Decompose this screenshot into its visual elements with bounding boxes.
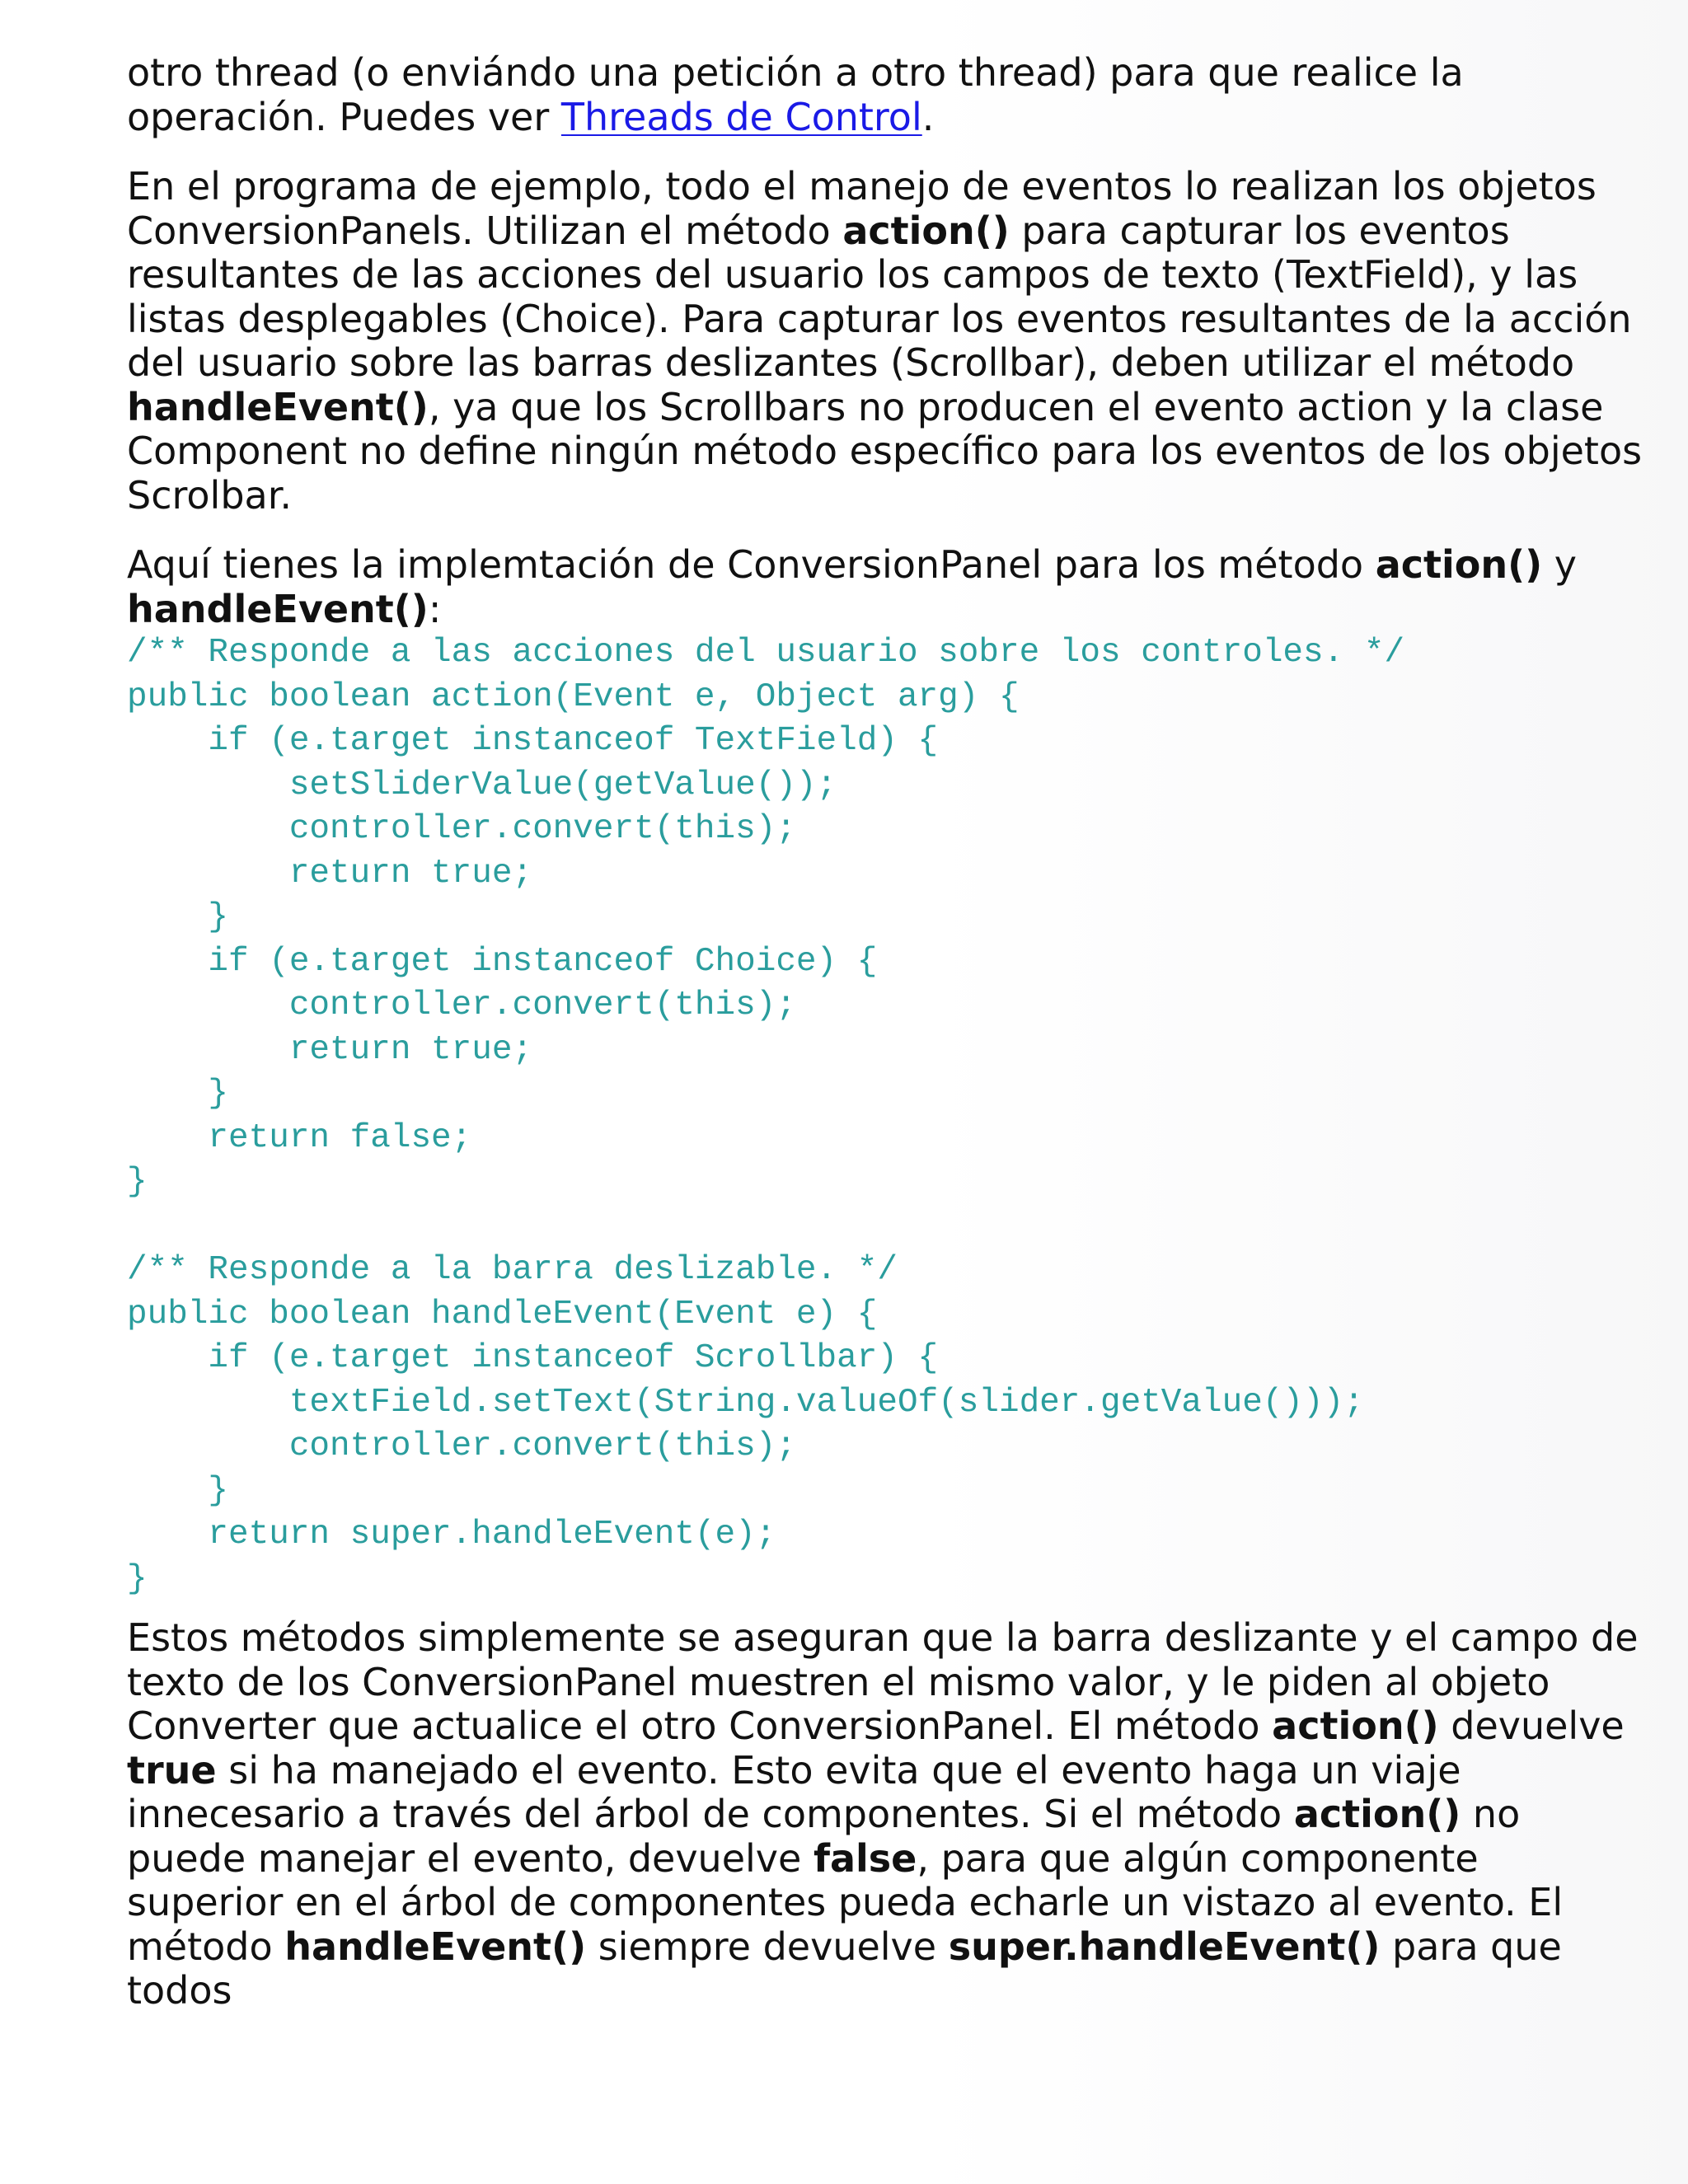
paragraph-text: En el programa de ejemplo, todo el manejo de eventos lo realizan los objetos ConversionPanels. Utilizan el método — [127, 164, 1597, 253]
paragraph-text: para que todos — [127, 1924, 1562, 2013]
method-name: handleEvent() — [127, 586, 429, 631]
method-name: super.handleEvent() — [948, 1924, 1381, 1969]
threads-de-control-link[interactable]: Threads de Control — [560, 94, 922, 139]
paragraph-text: otro thread (o enviándo una petición a otro thread) para que realice la operación. Puedes ver — [127, 50, 1464, 139]
method-name: handleEvent() — [127, 384, 429, 429]
paragraph-text: : — [428, 586, 442, 631]
code-block: /** Responde a las acciones del usuario sobre los controles. */ public boolean action(Event e, Object arg) { if (e.target instanceof TextField) { setSliderValue(getValue()); controller.convert(this); return true; } if (e.target instanceof Choice) { controller.convert(this); return true; } return false; } /** Responde a la barra deslizable. */ public boolean handleEvent(Event e) { if (e.target instanceof Scrollbar) { textField.setText(String.valueOf(slider.getValue())); controller.convert(this); } return super.handleEvent(e); } — [127, 634, 1405, 1598]
paragraph-text: , para que algún componente superior en el árbol de componentes pueda echarle un vistazo al evento. El método — [127, 1835, 1564, 1969]
keyword: false — [813, 1835, 917, 1881]
method-name: action() — [842, 208, 1010, 253]
paragraph-text: siempre devuelve — [586, 1924, 949, 1969]
method-name: action() — [1375, 542, 1543, 587]
paragraph-text: devuelve — [1438, 1704, 1625, 1748]
paragraph-implementation-intro — [127, 543, 1643, 631]
paragraph-text: para capturar los eventos resultantes de las acciones del usuario los campos de texto (TextField), y las listas desplegables (Choice). Para capturar los eventos resultantes de la acción del usuario sobre las barras deslizantes (Scrollbar), deben utilizar el método — [127, 208, 1632, 385]
paragraph-text: , ya que los Scrollbars no producen el evento action y la clase Component no define ningún método específico para los eventos de los objetos Scrolbar. — [127, 384, 1643, 518]
paragraph-text: . — [921, 94, 935, 139]
method-name: action() — [1293, 1792, 1461, 1836]
keyword: true — [127, 1747, 217, 1793]
paragraph-text: no puede manejar el evento, devuelve — [127, 1792, 1521, 1881]
paragraph-text: y — [1542, 542, 1578, 587]
paragraph-text: si ha manejado el evento. Esto evita que el evento haga un viaje innecesario a través del árbol de componentes. Si el método — [127, 1747, 1461, 1836]
method-name: handleEvent() — [284, 1924, 587, 1969]
paragraph-threads — [127, 51, 1643, 139]
paragraph-event-handling — [127, 165, 1643, 518]
paragraph-text: Aquí tienes la implemtación de ConversionPanel para los método — [127, 542, 1376, 587]
paragraph-methods-explanation — [127, 1616, 1643, 2013]
document-content — [127, 51, 1643, 2013]
method-name: action() — [1272, 1704, 1439, 1748]
paragraph-text: Estos métodos simplemente se aseguran que la barra deslizante y el campo de texto de los ConversionPanel muestren el mismo valor, y le piden al objeto Converter que actualice el otro ConversionPanel. El método — [127, 1615, 1639, 1748]
